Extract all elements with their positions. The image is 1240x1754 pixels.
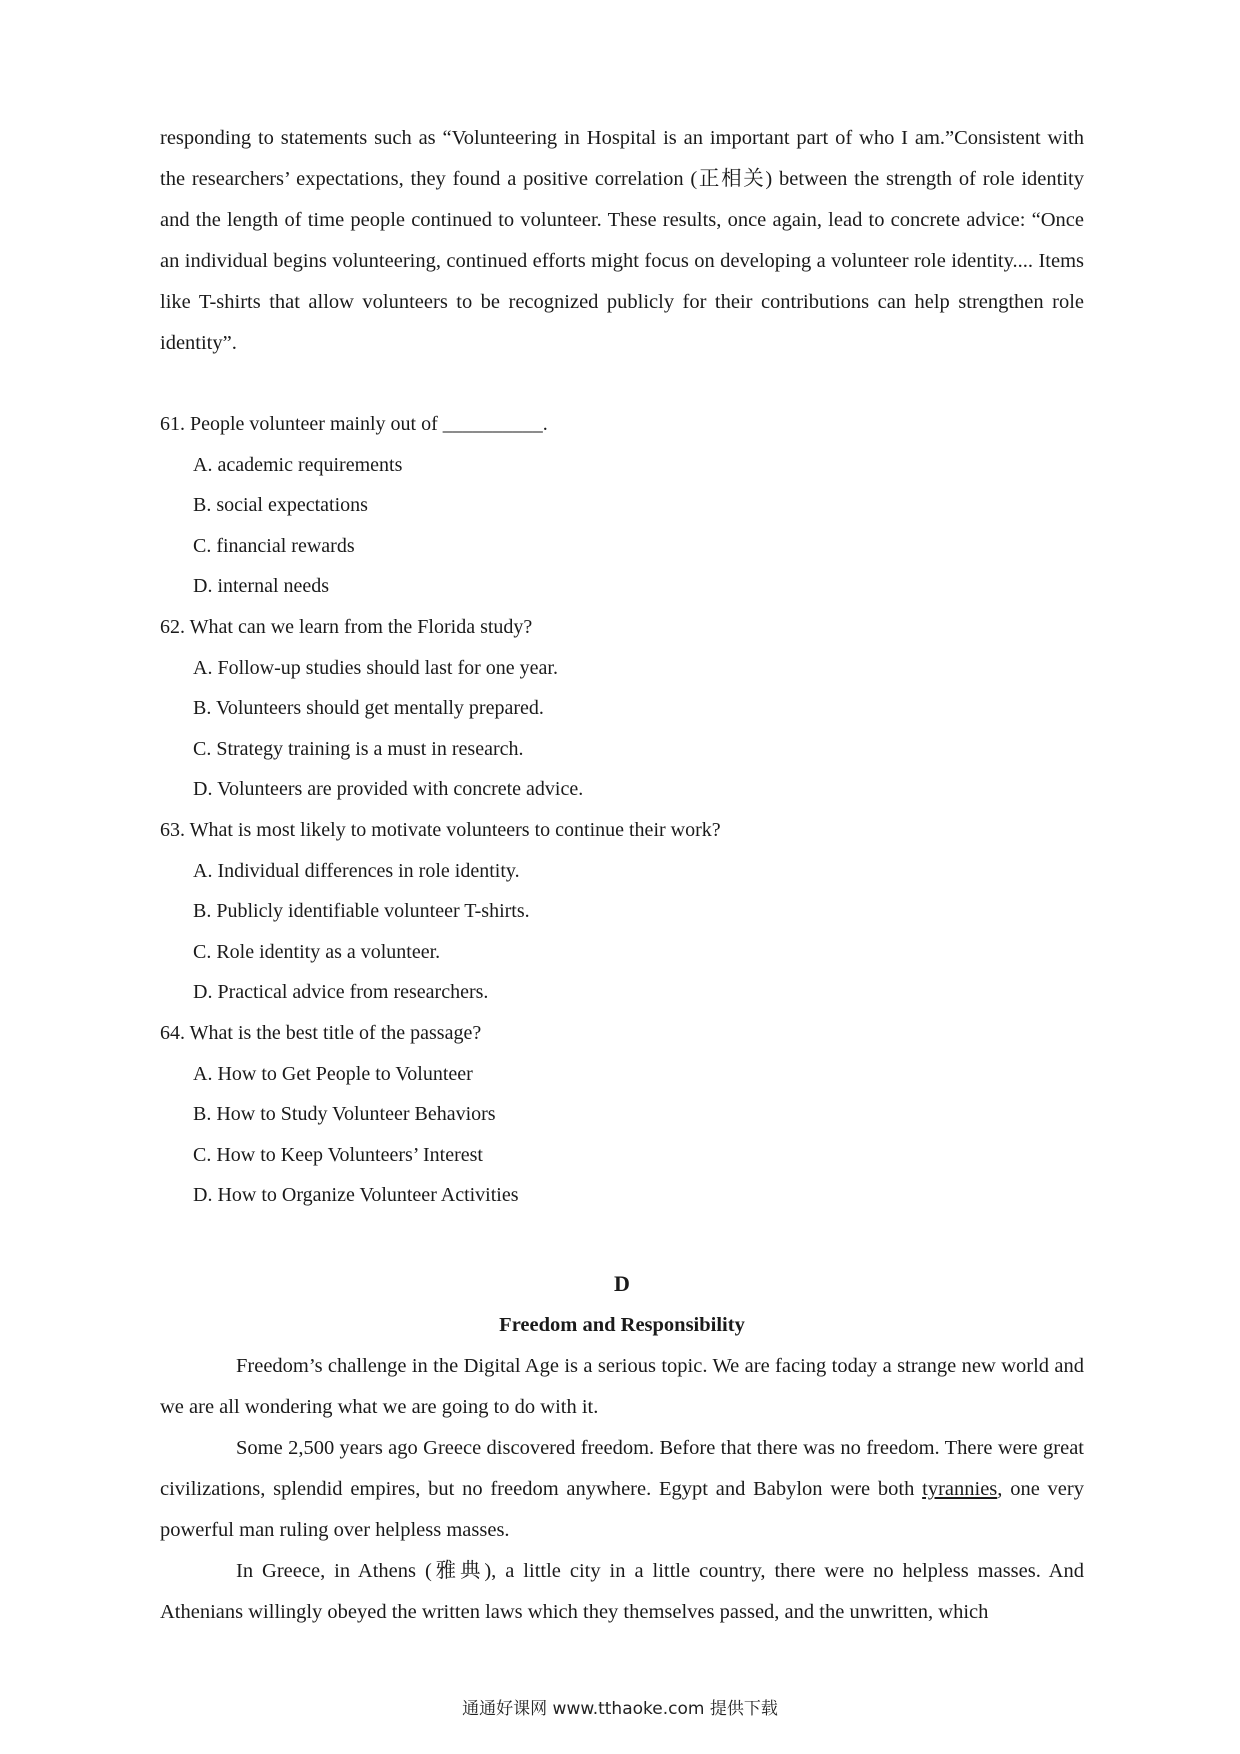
question-61 (160, 404, 1084, 607)
section-title: Freedom and Responsibility (499, 1313, 745, 1336)
question-stem: 64. What is the best title of the passage? (160, 1021, 482, 1044)
option-d: D. How to Organize Volunteer Activities (193, 1184, 519, 1207)
option-b: B. Volunteers should get mentally prepared. (193, 697, 544, 720)
option-c: C. How to Keep Volunteers’ Interest (193, 1143, 483, 1166)
option-d: D. Practical advice from researchers. (193, 981, 489, 1004)
spacer (160, 364, 1084, 404)
paragraph-text: Some 2,500 years ago Greece discovered freedom. Before that there was no freedom. There were great civilizations, splendid empires, but no freedom anywhere. Egypt and Babylon were both (160, 1436, 1084, 1500)
option-b: B. How to Study Volunteer Behaviors (193, 1103, 496, 1126)
question-stem: 61. People volunteer mainly out of __________. (160, 413, 548, 435)
paragraph-text: , one very powerful man ruling over helpless masses. (160, 1477, 1084, 1541)
section-letter: D (614, 1270, 630, 1296)
page-content (160, 118, 1084, 1633)
option-a: A. academic requirements (193, 453, 403, 476)
spacer (160, 1216, 1084, 1264)
passage-d-paragraph-2 (160, 1428, 1084, 1551)
question-stem: 62. What can we learn from the Florida study? (160, 615, 533, 638)
option-a: A. How to Get People to Volunteer (193, 1062, 473, 1085)
passage-d-paragraph-1: Freedom’s challenge in the Digital Age is a serious topic. We are facing today a strange new world and we are all wondering what we are going to do with it. (160, 1354, 1084, 1418)
option-c: C. Role identity as a volunteer. (193, 940, 441, 963)
option-c: C. financial rewards (193, 534, 355, 557)
question-64 (160, 1013, 1084, 1216)
underlined-word: tyrannies (922, 1477, 998, 1500)
option-a: A. Follow-up studies should last for one year. (193, 656, 558, 679)
option-b: B. Publicly identifiable volunteer T-shirts. (193, 900, 530, 923)
question-63 (160, 810, 1084, 1013)
option-d: D. internal needs (193, 575, 330, 598)
passage-d-paragraph-3: In Greece, in Athens (雅典), a little city in a little country, there were no helpless masses. And Athenians willingly obeyed the written laws which they themselves passed, and the unwritten, which (160, 1559, 1084, 1623)
question-62 (160, 607, 1084, 810)
footer-watermark: 通通好课网 www.tthaoke.com 提供下载 (462, 1699, 778, 1719)
passage-c-paragraph: responding to statements such as “Volunteering in Hospital is an important part of who I am.”Consistent with the researchers’ expectations, they found a positive correlation (正相关) between the strength of role identity and the length of time people continued to volunteer. These results, once again, lead to concrete advice: “Once an individual begins volunteering, continued efforts might focus on developing a volunteer role identity.... Items like T-shirts that allow volunteers to be recognized publicly for their contributions can help strengthen role identity”. (160, 127, 1084, 354)
option-a: A. Individual differences in role identity. (193, 859, 520, 882)
question-stem: 63. What is most likely to motivate volunteers to continue their work? (160, 818, 721, 841)
option-c: C. Strategy training is a must in research. (193, 737, 524, 760)
option-b: B. social expectations (193, 494, 368, 517)
option-d: D. Volunteers are provided with concrete advice. (193, 778, 584, 801)
